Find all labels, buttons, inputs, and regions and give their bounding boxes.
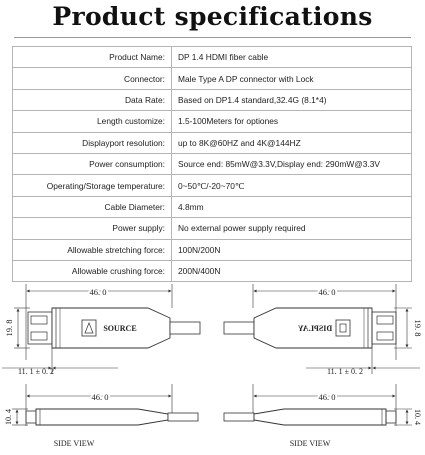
plug-tip [386,411,396,423]
connector-body [254,409,386,425]
cable [170,322,200,334]
source-side-view [4,384,198,448]
plug-tip [372,312,396,344]
spec-value: 4.8mm [172,196,412,217]
spec-value: Source end: 85mW@3.3V,Display end: 290mW@3.3V [172,153,412,174]
spec-value: 1.5-100Meters for optiones [172,111,412,132]
connector-body [36,409,168,425]
cable [224,322,254,334]
display-side-view [224,384,422,448]
spec-label: Power supply: [13,218,172,239]
display-logo-text: DISPLAY [297,324,333,333]
spec-label: Data Rate: [13,89,172,110]
spec-row [13,68,412,89]
height-label: 10. 4 [413,409,422,425]
spec-label: Displayport resolution: [13,132,172,153]
spec-row [13,153,412,174]
tip-length-label: 11. 1 ± 0. 2 [17,367,55,376]
spec-value: DP 1.4 HDMI fiber cable [172,47,412,68]
plug-tip [28,312,52,344]
spec-row [13,111,412,132]
height-label: 19. 8 [413,319,423,337]
cable [168,413,198,421]
specs-table [12,46,412,282]
page-title: Product specifications [52,2,373,31]
length-label: 46. 0 [91,392,109,402]
spec-row [13,239,412,260]
spec-value: 0~50℃/-20~70℃ [172,175,412,196]
spec-label: Allowable crushing force: [13,260,172,281]
spec-value: up to 8K@60HZ and 4K@144HZ [172,132,412,153]
spec-row [13,89,412,110]
spec-label: Cable Diameter: [13,196,172,217]
spec-label: Product Name: [13,47,172,68]
side-view-caption: SIDE VIEW [53,439,95,448]
length-label: 46. 0 [318,287,336,297]
length-label: 46. 0 [318,392,336,402]
spec-value: Male Type A DP connector with Lock [172,68,412,89]
spec-label: Length customize: [13,111,172,132]
latch-window [31,332,47,340]
spec-row [13,132,412,153]
connector-drawings [0,278,425,455]
height-label: 10. 4 [4,409,13,425]
spec-row [13,218,412,239]
latch-window [377,316,393,324]
height-label: 19. 8 [4,319,14,337]
cable [224,413,254,421]
display-top-view [224,284,423,376]
spec-label: Allowable stretching force: [13,239,172,260]
spec-row [13,175,412,196]
length-label: 46. 0 [89,287,107,297]
tip-length-label: 11. 1 ± 0. 2 [326,367,364,376]
spec-row [13,47,412,68]
source-top-view [2,284,200,376]
latch-window [31,316,47,324]
spec-value: 200N/400N [172,260,412,281]
side-view-caption: SIDE VIEW [289,439,331,448]
spec-label: Power consumption: [13,153,172,174]
latch-window [377,332,393,340]
source-logo-text: SOURCE [103,324,137,333]
title-divider [14,37,411,38]
spec-label: Connector: [13,68,172,89]
spec-value: No external power supply required [172,218,412,239]
plug-tip [26,411,36,423]
spec-row [13,196,412,217]
spec-label: Operating/Storage temperature: [13,175,172,196]
spec-value: Based on DP1.4 standard,32.4G (8.1*4) [172,89,412,110]
spec-value: 100N/200N [172,239,412,260]
